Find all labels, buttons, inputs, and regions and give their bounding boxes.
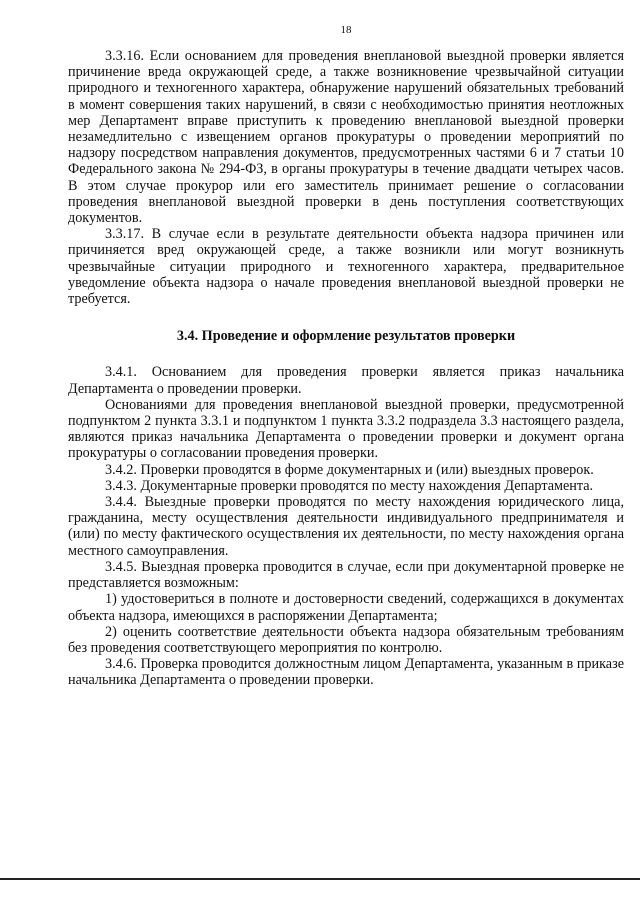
paragraph-3-4-3: 3.4.3. Документарные проверки проводятся по месту нахождения Департамента. (105, 477, 594, 494)
bottom-divider (0, 878, 640, 880)
paragraph-3-4-1: 3.4.1. Основанием для проведения проверки является приказ начальника Департамента о проведении проверки. (68, 364, 624, 397)
document-body (68, 48, 624, 689)
page-number: 18 (340, 24, 352, 36)
paragraph-3-4-4: 3.4.4. Выездные проверки проводятся по месту нахождения юридического лица, гражданина, месту осуществления деятельности индивидуального предпринимателя и (или) по месту фактического осуществления их деятельности, по месту нахождения органа местного самоуправления. (68, 494, 624, 559)
paragraph-3-3-16: 3.3.16. Если основанием для проведения внеплановой выездной проверки является причинение вреда окружающей среде, а также возникновение чрезвычайной ситуации природного и техногенного характера, обнаружение нарушений обязательных требований в момент совершения таких нарушений, в связи с необходимостью принятия неотложных мер Департамент вправе приступить к проведению внеплановой выездной проверки незамедлительно с извещением органов прокуратуры о проведении мероприятий по надзору посредством направления документов, предусмотренных частями 6 и 7 статьи 10 Федерального закона № 294-ФЗ, в органы прокуратуры в течение двадцати четырех часов. В этом случае прокурор или его заместитель принимает решение о согласовании проведения внеплановой выездной проверки в день поступления соответствующих документов. (68, 48, 624, 227)
paragraph-3-4-6: 3.4.6. Проверка проводится должностным лицом Департамента, указанным в приказе начальника Департамента о проведении проверки. (68, 656, 624, 689)
document-page (68, 0, 624, 905)
paragraph-3-3-17: 3.3.17. В случае если в результате деятельности объекта надзора причинен или причиняется вред окружающей среде, а также возникли или могут возникнуть чрезвычайные ситуации природного и техногенного характера, предварительное уведомление объекта надзора о начале проведения внеплановой выездной проверки не требуется. (68, 226, 624, 308)
paragraph-3-4-5: 3.4.5. Выездная проверка проводится в случае, если при документарной проверке не представляется возможным: (68, 558, 624, 592)
paragraph-3-4-2: 3.4.2. Проверки проводятся в форме документарных и (или) выездных проверок. (105, 461, 594, 478)
section-heading: 3.4. Проведение и оформление результатов проверки (176, 328, 516, 345)
list-item-2: 2) оценить соответствие деятельности объекта надзора обязательным требованиям без проведения соответствующего мероприятия по контролю. (68, 623, 624, 656)
paragraph-grounds: Основаниями для проведения внеплановой выездной проверки, предусмотренной подпунктом 2 пункта 3.3.1 и подпунктом 1 пункта 3.3.2 подраздела 3.3 настоящего раздела, являются приказ начальника Департамента о проведении проверки и документ органа прокуратуры о согласовании проведения проверки. (68, 396, 624, 462)
list-item-1: 1) удостовериться в полноте и достоверности сведений, содержащихся в документах объекта надзора, имеющихся в распоряжении Департамента; (68, 591, 624, 624)
